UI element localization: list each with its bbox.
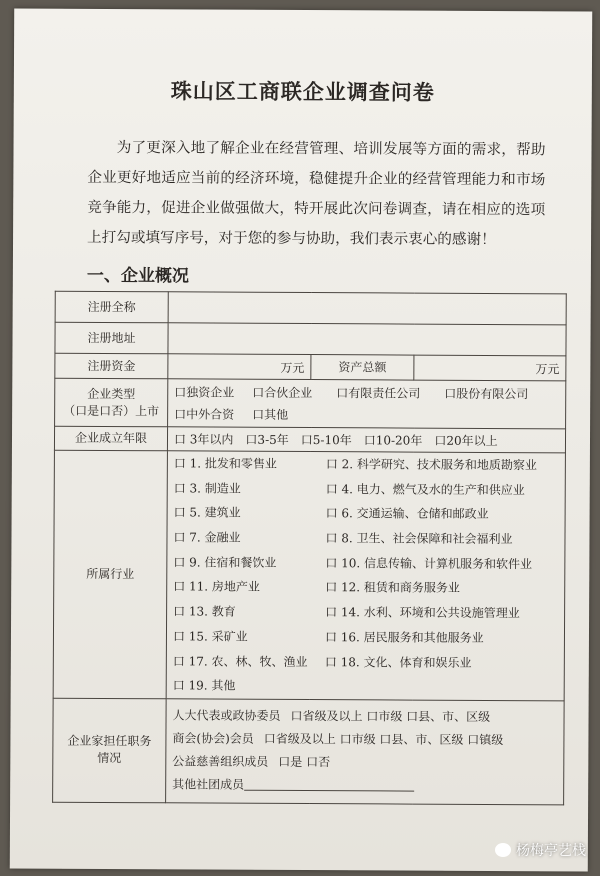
page-title: 珠山区工商联企业调查问卷 <box>170 79 435 105</box>
reg-name-field[interactable] <box>168 292 566 325</box>
reg-name-label: 注册全称 <box>55 291 168 323</box>
roles-label-1: 企业家担任职务 <box>67 734 152 749</box>
watermark <box>495 840 586 860</box>
years-option[interactable]: 口10-20年 <box>363 433 423 448</box>
row-years <box>54 426 565 453</box>
row-reg-address <box>55 322 566 356</box>
paper-sheet <box>10 8 592 871</box>
reg-capital-label: 注册资金 <box>55 353 168 379</box>
years-options <box>167 427 565 453</box>
intro-text: 为了更深入地了解企业在经营管理、培训发展等方面的需求，帮助企业更好地适应当前的经济环境，稳健提升企业的经营管理能力和市场竞争能力，促进企业做强做大，特开展此次问卷调查，请在相应的选项上打勾或填写序号，对于您的参与协助，我们表示衷心的感谢！ <box>87 139 546 249</box>
role-line <box>172 705 557 730</box>
industry-option[interactable]: 口 2. 科学研究、技术服务和地质勘察业 <box>325 457 538 473</box>
industry-option[interactable]: 口 12. 租赁和商务服务业 <box>325 580 460 596</box>
wechat-icon <box>495 843 511 857</box>
row-capital <box>55 353 566 381</box>
company-type-options <box>168 379 566 429</box>
company-type-label-2: （口是口否）上市 <box>63 403 160 418</box>
role-name: 其他社团成员 <box>172 777 245 793</box>
industry-option[interactable]: 口 9. 住宿和餐饮业 <box>173 555 277 570</box>
industry-option[interactable]: 口 7. 金融业 <box>173 530 241 545</box>
section-heading: 一、企业概况 <box>86 265 189 287</box>
row-reg-name <box>55 291 566 325</box>
role-line <box>172 774 557 799</box>
industry-options <box>166 451 565 701</box>
total-assets-label: 资产总额 <box>311 355 414 381</box>
role-name: 人大代表或政协委员 <box>172 708 281 724</box>
role-name: 公益慈善组织成员 <box>172 754 269 770</box>
role-options[interactable]: 口省级及以上 口市级 口县、市、区级 口镇级 <box>263 732 504 748</box>
industry-label: 所属行业 <box>53 450 167 698</box>
industry-option[interactable]: 口 13. 教育 <box>173 604 236 619</box>
company-type-label-1: 企业类型 <box>87 386 136 401</box>
industry-option[interactable]: 口 6. 交通运输、仓储和邮政业 <box>325 506 489 522</box>
row-industry <box>53 450 565 701</box>
years-option[interactable]: 口20年以上 <box>434 433 498 449</box>
type-option[interactable]: 口合伙企业 <box>252 385 313 400</box>
industry-option[interactable]: 口 19. 其他 <box>172 678 236 693</box>
industry-option[interactable]: 口 16. 居民服务和其他服务业 <box>324 629 484 645</box>
total-assets-field[interactable] <box>414 355 566 381</box>
type-option[interactable]: 口有限责任公司 <box>336 385 421 401</box>
type-option[interactable]: 口股份有限公司 <box>444 386 529 401</box>
industry-option[interactable]: 口 14. 水利、环境和公共设施管理业 <box>325 605 520 621</box>
industry-option[interactable]: 口 3. 制造业 <box>173 481 241 496</box>
role-line <box>172 751 557 776</box>
roles-options <box>166 699 565 805</box>
reg-address-label: 注册地址 <box>55 322 168 354</box>
role-name: 商会(协会)会员 <box>172 731 254 747</box>
intro-paragraph <box>87 133 546 255</box>
roles-label <box>53 698 167 803</box>
industry-option[interactable]: 口 10. 信息传输、计算机服务和软件业 <box>325 555 533 571</box>
industry-option[interactable]: 口 5. 建筑业 <box>173 505 241 521</box>
reg-address-field[interactable] <box>168 323 566 356</box>
industry-option[interactable]: 口 8. 卫生、社会保障和社会福利业 <box>325 531 513 547</box>
row-company-type <box>55 378 566 429</box>
role-options[interactable]: 口省级及以上 口市级 口县、市、区级 <box>290 709 491 725</box>
row-roles <box>53 698 565 805</box>
industry-option[interactable]: 口 15. 采矿业 <box>172 629 248 644</box>
years-option[interactable]: 口 3年以内 <box>173 432 234 447</box>
company-type-label <box>55 378 168 427</box>
industry-option[interactable]: 口 17. 农、林、牧、渔业 <box>172 653 308 669</box>
industry-grid <box>173 451 559 700</box>
industry-option[interactable]: 口 18. 文化、体育和娱乐业 <box>324 654 472 670</box>
total-assets-unit: 万元 <box>535 361 560 376</box>
years-option[interactable]: 口5-10年 <box>300 432 352 448</box>
type-option[interactable]: 口中外合资 <box>174 406 235 422</box>
survey-form-table <box>52 291 567 806</box>
type-option[interactable]: 口其他 <box>252 407 289 422</box>
years-option[interactable]: 口3-5年 <box>245 432 289 447</box>
reg-capital-field[interactable] <box>168 354 311 380</box>
other-org-blank[interactable] <box>244 777 414 792</box>
industry-option[interactable]: 口 11. 房地产业 <box>173 579 260 595</box>
roles-label-2: 情况 <box>97 751 122 766</box>
reg-capital-unit: 万元 <box>280 360 305 375</box>
years-label: 企业成立年限 <box>54 426 167 451</box>
industry-option[interactable]: 口 1. 批发和零售业 <box>173 456 278 471</box>
role-line <box>172 728 557 753</box>
type-option[interactable]: 口独资企业 <box>174 384 235 400</box>
role-options[interactable]: 口是 口否 <box>278 755 331 770</box>
industry-option[interactable]: 口 4. 电力、燃气及水的生产和供应业 <box>325 481 525 497</box>
watermark-text: 杨梅亭艺栈 <box>516 843 586 859</box>
